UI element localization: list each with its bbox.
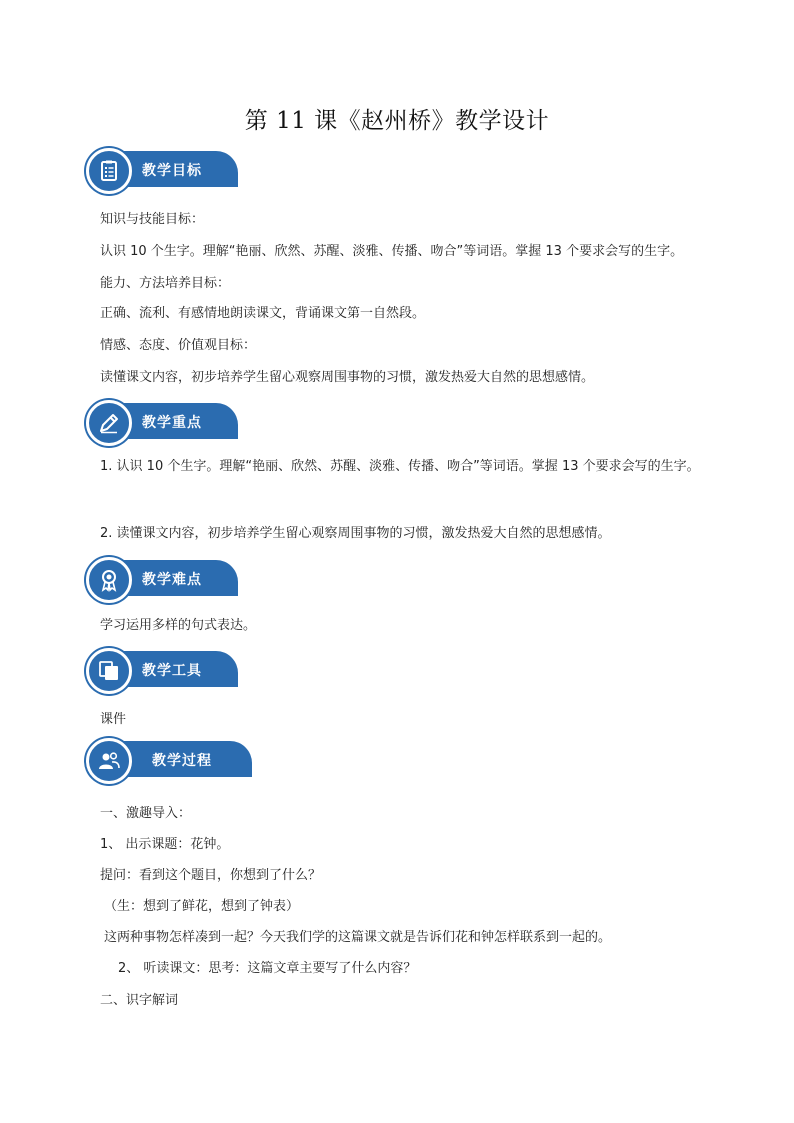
document-title: 第 11 课《赵州桥》教学设计 — [244, 108, 550, 134]
objective-line: 正确、流利、有感情地朗读课文，背诵课文第一自然段。 — [100, 306, 426, 321]
process-line: 2、 听读课文：思考：这篇文章主要写了什么内容？ — [118, 961, 417, 976]
process-line: （生：想到了鲜花，想到了钟表） — [104, 899, 300, 914]
section-banner-difficulties — [82, 557, 238, 601]
section-banner-key-points — [82, 400, 238, 444]
tools-text: 课件 — [100, 712, 127, 727]
objective-line: 知识与技能目标： — [100, 212, 205, 227]
section-heading: 教学难点 — [142, 572, 202, 588]
difficulty-text: 学习运用多样的句式表达。 — [100, 618, 257, 633]
objective-line: 情感、态度、价值观目标： — [100, 338, 257, 353]
process-line: 1、 出示课题：花钟。 — [100, 837, 230, 852]
section-heading: 教学重点 — [142, 415, 202, 431]
key-point-item: 2. 读懂课文内容，初步培养学生留心观察周围事物的习惯，激发热爱大自然的思想感情。 — [100, 526, 611, 541]
objective-line: 能力、方法培养目标： — [100, 276, 231, 291]
section-heading: 教学工具 — [142, 663, 202, 679]
section-heading: 教学目标 — [142, 163, 202, 179]
people-icon — [86, 738, 132, 784]
section-banner-tools — [82, 648, 238, 692]
process-line: 提问：看到这个题目，你想到了什么？ — [100, 868, 322, 883]
clipboard-list-icon — [86, 148, 132, 194]
objective-line: 读懂课文内容，初步培养学生留心观察周围事物的习惯，激发热爱大自然的思想感情。 — [100, 370, 595, 385]
process-line: 这两种事物怎样凑到一起？今天我们学的这篇课文就是告诉们花和钟怎样联系到一起的。 — [104, 930, 612, 945]
documents-icon — [86, 648, 132, 694]
objective-line: 认识 10 个生字。理解“艳丽、欣然、苏醒、淡雅、传播、吻合”等词语。掌握 13 个要求会写的生字。 — [100, 244, 684, 259]
section-banner-objectives — [82, 148, 238, 192]
section-heading: 教学过程 — [152, 753, 212, 769]
process-line: 一、激趣导入： — [100, 806, 192, 821]
award-ribbon-icon — [86, 557, 132, 603]
process-line: 二、识字解词 — [100, 993, 179, 1008]
pencil-icon — [86, 400, 132, 446]
key-point-item: 1. 认识 10 个生字。理解“艳丽、欣然、苏醒、淡雅、传播、吻合”等词语。掌握 13 个要求会写的生字。 — [100, 459, 700, 474]
section-banner-process — [82, 738, 252, 782]
